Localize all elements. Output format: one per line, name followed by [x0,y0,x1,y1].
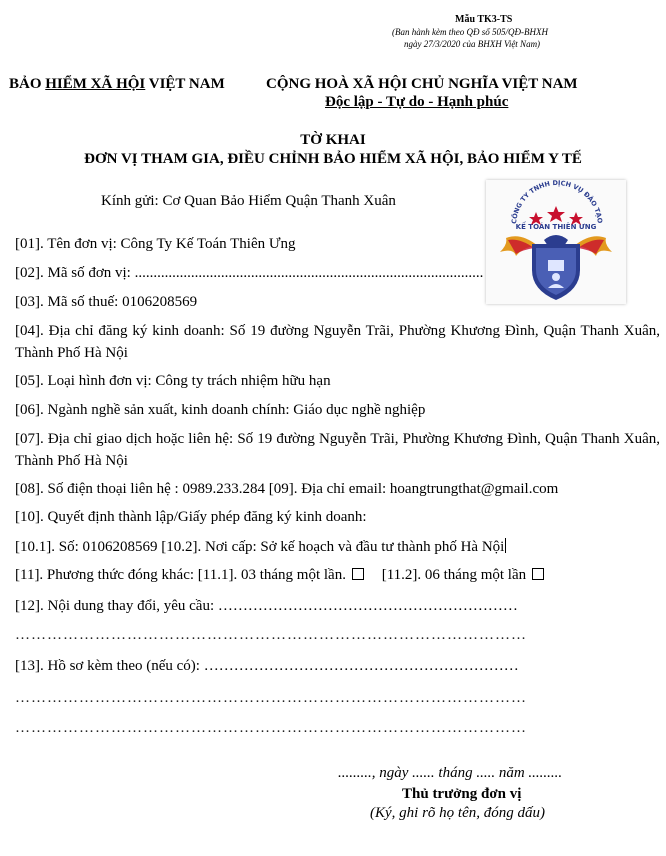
field-10-establishment-decision: [10]. Quyết định thành lập/Giấy phép đăng ký kinh doanh: [15,509,367,525]
field-13-attachments: [13]. Hồ sơ kèm theo (nếu có): ……………………………………………………… [15,658,519,674]
signature-head-title: Thủ trưởng đơn vị [402,786,522,802]
checkbox-6-months[interactable] [532,568,544,580]
eagle-shield-logo [486,180,626,304]
text-cursor [505,538,506,553]
field-03-tax-code: [03]. Mã số thuế: 0106208569 [15,294,198,310]
field-12-change-content: [12]. Nội dung thay đổi, yêu cầu: …………………………………………………… [15,598,518,614]
svg-text:KẾ TOÁN THIÊN ƯNG: KẾ TOÁN THIÊN ƯNG [515,223,597,231]
republic-heading: CỘNG HOÀ XÃ HỘI CHỦ NGHĨA VIỆT NAM [266,76,578,92]
field-04-business-address: [04]. Địa chỉ đăng ký kinh doanh: Số 19 đường Nguyễn Trãi, Phường Khương Đình, Quận Thanh Xuân, Thành Phố Hà Nội [15,323,660,361]
field-05-unit-type: [05]. Loại hình đơn vị: Công ty trách nhiệm hữu hạn [15,373,331,389]
form-code: Mẫu TK3-TS [455,14,513,25]
issued-note-line-2: ngày 27/3/2020 của BHXH Việt Nam) [404,39,541,49]
document-subtitle: ĐƠN VỊ THAM GIA, ĐIỀU CHỈNH BẢO HIỂM XÃ HỘI, BẢO HIỂM Y TẾ [84,151,582,167]
field-07-contact-address: [07]. Địa chỉ giao dịch hoặc liên hệ: Số 19 đường Nguyễn Trãi, Phường Khương Đình, Quận Thanh Xuân, Thành Phố Hà Nội [15,431,660,469]
dotted-line: …………………………………………………………………………………… [15,720,527,736]
company-seal-image [486,180,626,304]
field-11-payment-method: [11]. Phương thức đóng khác: [11.1]. 03 tháng một lần. [11.2]. 06 tháng một lần [15,567,544,584]
field-08-09-phone-email: [08]. Số điện thoại liên hệ : 0989.233.284 [09]. Địa chỉ email: hoangtrungthat@gmail.com [15,481,559,497]
signature-date-line: ........., ngày ...... tháng ..... năm ......... [338,765,563,781]
recipient-line: Kính gửi: Cơ Quan Bảo Hiểm Quận Thanh Xuân [101,193,396,209]
national-motto: Độc lập - Tự do - Hạnh phúc [325,94,509,110]
field-06-main-business: [06]. Ngành nghề sản xuất, kinh doanh chính: Giáo dục nghề nghiệp [15,402,426,418]
dotted-line: …………………………………………………………………………………… [15,690,527,706]
field-02-unit-code: [02]. Mã số đơn vị: ............................................................................................. [15,265,484,281]
document-title: TỜ KHAI [300,132,366,148]
field-01-unit-name: [01]. Tên đơn vị: Công Ty Kế Toán Thiên Ưng [15,236,296,252]
dotted-line: …………………………………………………………………………………… [15,627,527,643]
signature-note: (Ký, ghi rõ họ tên, đóng dấu) [370,805,545,821]
field-10-1-10-2-number-issuer: [10.1]. Số: 0106208569 [10.2]. Nơi cấp: Sở kế hoạch và đầu tư thành phố Hà Nội [15,539,505,555]
svg-text:CÔNG TY TNHH DỊCH VỤ ĐÀO TẠO T: CÔNG TY TNHH DỊCH VỤ ĐÀO TẠO [510,180,604,225]
issued-note-line-1: (Ban hành kèm theo QĐ số 505/QĐ-BHXH [392,27,548,37]
checkbox-3-months[interactable] [352,568,364,580]
agency-name: BẢO HIỂM XÃ HỘI VIỆT NAM [9,76,225,92]
